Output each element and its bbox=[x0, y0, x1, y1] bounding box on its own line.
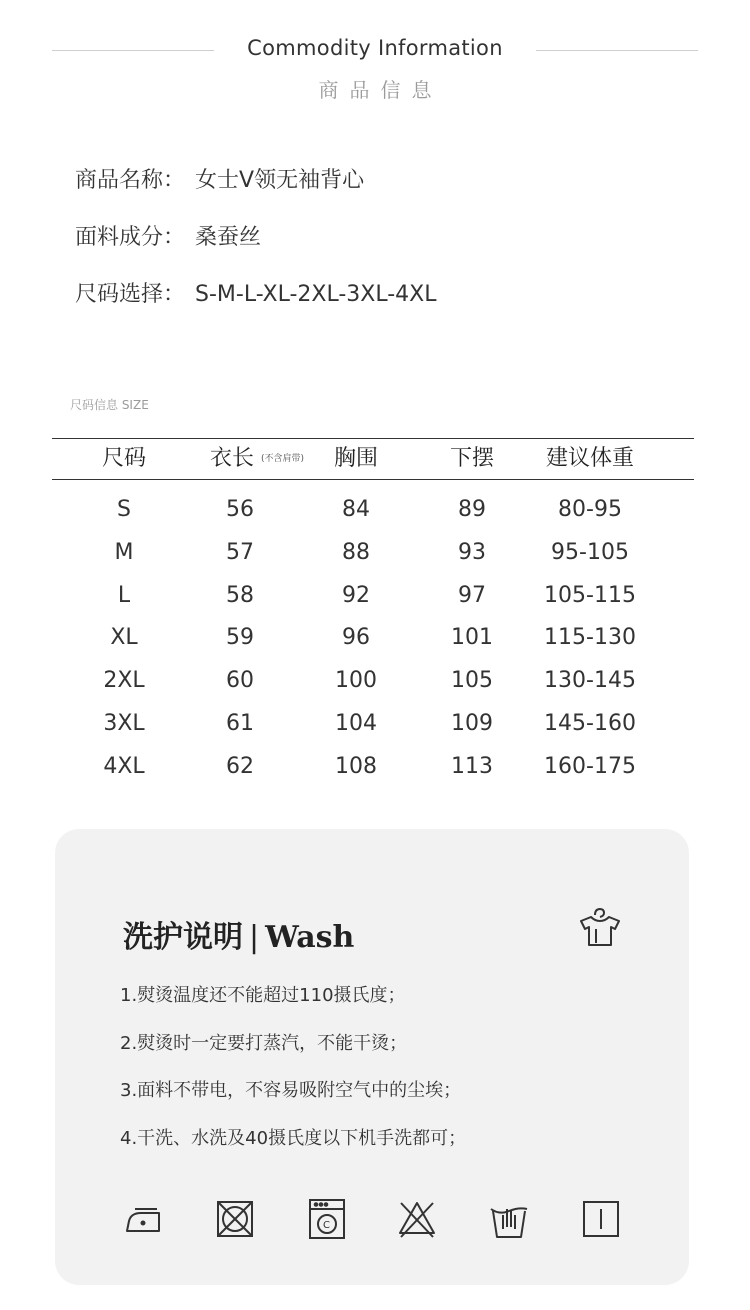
cell-length: 60 bbox=[226, 668, 254, 694]
info-label: 尺码选择： bbox=[75, 282, 186, 307]
cell-chest: 92 bbox=[342, 582, 370, 608]
cell-chest: 100 bbox=[335, 668, 377, 694]
size-table-body bbox=[52, 480, 694, 789]
header-title-cn: 商品信息 bbox=[318, 78, 443, 102]
product-info bbox=[75, 160, 437, 331]
cell-length: 58 bbox=[226, 582, 254, 608]
header-length-note: (不含肩带) bbox=[261, 454, 305, 464]
header-size: 尺码 bbox=[101, 446, 146, 471]
table-row bbox=[52, 532, 694, 575]
wash-title bbox=[123, 912, 354, 956]
info-row-fabric bbox=[75, 217, 437, 274]
cell-weight: 160-175 bbox=[544, 753, 636, 779]
wash-title-cn: 洗护说明 bbox=[123, 920, 243, 955]
cell-weight: 95-105 bbox=[551, 539, 629, 565]
cell-chest: 108 bbox=[335, 753, 377, 779]
header-chest: 胸围 bbox=[333, 446, 378, 471]
size-table bbox=[52, 438, 694, 789]
header-title-en: Commodity Information bbox=[247, 36, 503, 60]
washing-machine-icon bbox=[307, 1197, 347, 1241]
cell-length: 61 bbox=[226, 710, 254, 736]
cell-hem: 89 bbox=[458, 497, 486, 522]
cell-length: 62 bbox=[226, 753, 254, 779]
header-weight: 建议体重 bbox=[545, 446, 634, 471]
size-table-caption: 尺码信息 SIZE bbox=[70, 398, 149, 412]
no-bleach-icon bbox=[397, 1197, 437, 1241]
cell-hem: 101 bbox=[451, 625, 493, 651]
iron-icon bbox=[123, 1197, 163, 1241]
cell-weight: 80-95 bbox=[558, 497, 622, 522]
cell-weight: 130-145 bbox=[544, 668, 636, 694]
hand-wash-icon bbox=[489, 1197, 529, 1241]
cell-hem: 109 bbox=[451, 710, 493, 736]
table-row bbox=[52, 617, 694, 660]
cell-chest: 88 bbox=[342, 539, 370, 565]
info-value: 女士V领无袖背心 bbox=[195, 168, 365, 193]
cell-size: 2XL bbox=[103, 668, 145, 694]
wash-instructions bbox=[120, 976, 466, 1166]
table-row bbox=[52, 703, 694, 746]
wash-title-en: Wash bbox=[265, 920, 355, 955]
cell-hem: 113 bbox=[451, 753, 493, 779]
list-item: 3.面料不带电，不容易吸附空气中的尘埃； bbox=[120, 1080, 462, 1101]
table-row bbox=[52, 660, 694, 703]
size-table-header bbox=[52, 438, 694, 480]
cell-size: 3XL bbox=[103, 710, 145, 736]
info-value: 桑蚕丝 bbox=[195, 225, 262, 250]
cell-length: 57 bbox=[226, 539, 254, 565]
wash-title-separator: | bbox=[249, 920, 260, 955]
header-hem: 下摆 bbox=[449, 446, 494, 471]
info-row-sizes bbox=[75, 274, 437, 331]
info-value: S-M-L-XL-2XL-3XL-4XL bbox=[195, 282, 437, 307]
cell-size: M bbox=[114, 539, 134, 565]
cell-hem: 105 bbox=[451, 668, 493, 694]
cell-weight: 115-130 bbox=[544, 625, 636, 651]
cell-weight: 145-160 bbox=[544, 710, 636, 736]
cell-hem: 97 bbox=[458, 582, 486, 608]
wash-care-panel bbox=[55, 829, 689, 1285]
cell-hem: 93 bbox=[458, 539, 486, 565]
header-length-label: 衣长 bbox=[210, 446, 255, 471]
table-row bbox=[52, 746, 694, 789]
cell-chest: 96 bbox=[342, 625, 370, 651]
shirt-hanger-icon bbox=[577, 905, 623, 947]
info-label: 面料成分： bbox=[75, 225, 186, 250]
care-symbols bbox=[55, 1197, 689, 1245]
section-header bbox=[0, 0, 750, 120]
cell-length: 56 bbox=[226, 497, 254, 522]
cell-chest: 84 bbox=[342, 497, 370, 522]
cell-size: XL bbox=[110, 625, 138, 651]
list-item: 2.熨烫时一定要打蒸汽，不能干烫； bbox=[120, 1032, 408, 1054]
info-label: 商品名称： bbox=[75, 168, 186, 193]
table-row bbox=[52, 489, 694, 532]
list-item: 1.熨烫温度还不能超过110摄氏度； bbox=[120, 985, 406, 1006]
cell-length: 59 bbox=[226, 625, 254, 651]
no-tumble-dry-icon bbox=[215, 1197, 255, 1241]
list-item: 4.干洗、水洗及40摄氏度以下机手洗都可； bbox=[120, 1127, 467, 1149]
cell-size: L bbox=[117, 582, 131, 608]
cell-size: 4XL bbox=[103, 753, 145, 779]
line-dry-icon bbox=[581, 1197, 621, 1241]
cell-size: S bbox=[117, 497, 131, 522]
svg-text:C: C bbox=[323, 1220, 330, 1231]
cell-weight: 105-115 bbox=[544, 582, 636, 608]
info-row-name bbox=[75, 160, 437, 217]
table-row bbox=[52, 575, 694, 618]
cell-chest: 104 bbox=[335, 710, 377, 736]
